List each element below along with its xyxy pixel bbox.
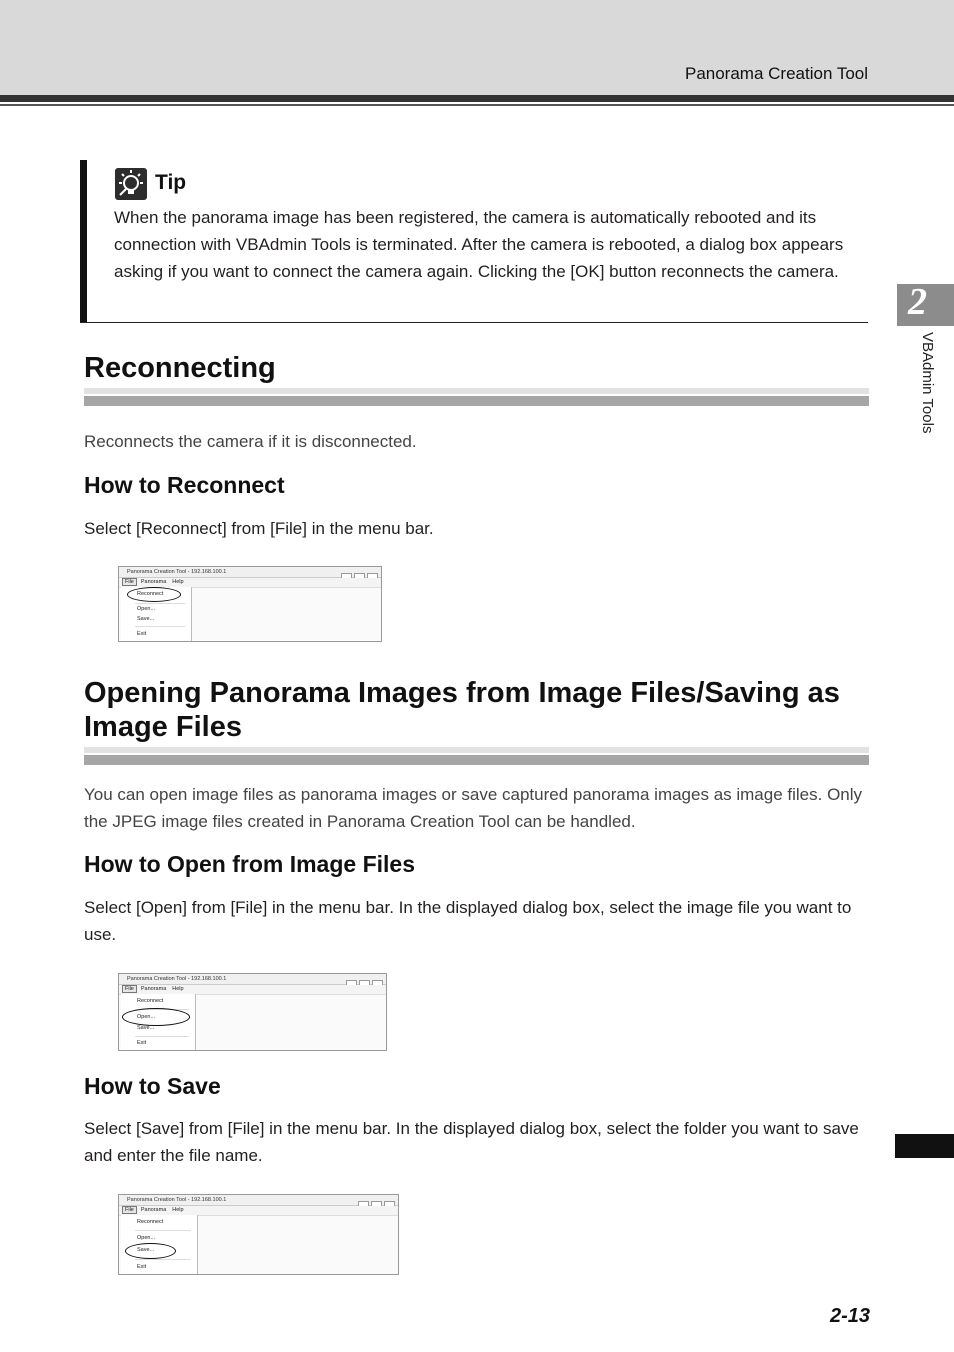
window-buttons — [339, 568, 378, 575]
menu-panorama: Panorama — [140, 986, 167, 992]
section-rule — [84, 755, 869, 765]
section-intro: Reconnects the camera if it is disconnected. — [84, 432, 417, 451]
tip-body: When the panorama image has been registered, the camera is automatically rebooted and its connection with VBAdmin Tools is terminated. After the camera is rebooted, a dialog box appears asking if you want to connect the camera again. Clicking the [OK] button reconnects the camera. — [114, 208, 844, 281]
tip-icon — [115, 168, 147, 200]
header-rule-thin — [0, 104, 954, 106]
file-menu-dropdown — [121, 1215, 198, 1274]
section-intro: You can open image files as panorama images or save captured panorama images as image files. Only the JPEG image files created in Panorama Creation Tool can be handled. — [84, 785, 863, 831]
menu-screenshot-save — [118, 1194, 399, 1275]
window-buttons — [344, 975, 383, 982]
page-number: 2-13 — [829, 1305, 870, 1327]
menu-help: Help — [172, 1207, 184, 1213]
section-rule — [84, 396, 869, 406]
header-title: Panorama Creation Tool — [684, 64, 868, 83]
tip-title: Tip — [155, 171, 187, 194]
menu-panorama: Panorama — [140, 1207, 167, 1213]
menu-file: File — [122, 985, 137, 993]
window-title: Panorama Creation Tool - 192.168.100.1 — [119, 974, 386, 985]
file-menu-dropdown — [121, 994, 196, 1050]
menu-item-exit: Exit — [137, 1040, 147, 1046]
chapter-label: VBAdmin Tools — [919, 332, 936, 434]
menu-item-open: Open... — [137, 606, 156, 612]
menu-help: Help — [172, 579, 184, 585]
menu-item-save: Save... — [137, 1025, 155, 1031]
subsection-body-open: Select [Open] from [File] in the menu bar. In the displayed dialog box, select the image file you want to use. — [84, 898, 852, 944]
header-rule — [0, 95, 954, 102]
section-rule-light — [84, 747, 869, 753]
section-title-open-save: Opening Panorama Images from Image Files/Saving as Image Files — [84, 677, 840, 743]
highlight-oval — [125, 1243, 176, 1259]
menu-item-exit: Exit — [137, 1264, 147, 1270]
menu-item-reconnect: Reconnect — [137, 591, 164, 597]
tip-bar — [80, 160, 87, 322]
highlight-oval — [127, 587, 181, 602]
window-title: Panorama Creation Tool - 192.168.100.1 — [119, 567, 381, 578]
menu-screenshot-reconnect — [118, 566, 382, 642]
menu-file: File — [122, 578, 137, 586]
menu-item-reconnect: Reconnect — [137, 1219, 164, 1225]
menu-item-save: Save... — [137, 616, 155, 622]
window-title: Panorama Creation Tool - 192.168.100.1 — [119, 1195, 398, 1206]
menu-screenshot-open — [118, 973, 387, 1051]
chapter-number: 2 — [908, 281, 927, 323]
menu-file: File — [122, 1206, 137, 1214]
subsection-title-reconnect: How to Reconnect — [84, 472, 285, 498]
menu-item-save: Save... — [137, 1247, 155, 1253]
section-rule-light — [84, 388, 869, 394]
window-buttons — [356, 1196, 395, 1203]
highlight-oval — [122, 1008, 190, 1026]
section-title-reconnecting: Reconnecting — [84, 352, 276, 384]
subsection-title-save: How to Save — [84, 1073, 221, 1099]
menu-item-open: Open... — [137, 1235, 156, 1241]
side-marker — [895, 1134, 954, 1158]
menu-panorama: Panorama — [140, 579, 167, 585]
menu-item-reconnect: Reconnect — [137, 998, 164, 1004]
menu-item-open: Open... — [137, 1014, 156, 1020]
subsection-title-open: How to Open from Image Files — [84, 851, 415, 877]
subsection-body-save: Select [Save] from [File] in the menu bar. In the displayed dialog box, select the folder you want to save and enter the file name. — [84, 1119, 859, 1165]
menu-item-exit: Exit — [137, 631, 147, 637]
menu-help: Help — [172, 986, 184, 992]
subsection-body-reconnect: Select [Reconnect] from [File] in the menu bar. — [84, 519, 434, 538]
file-menu-dropdown — [121, 587, 192, 641]
tip-box — [80, 160, 868, 323]
